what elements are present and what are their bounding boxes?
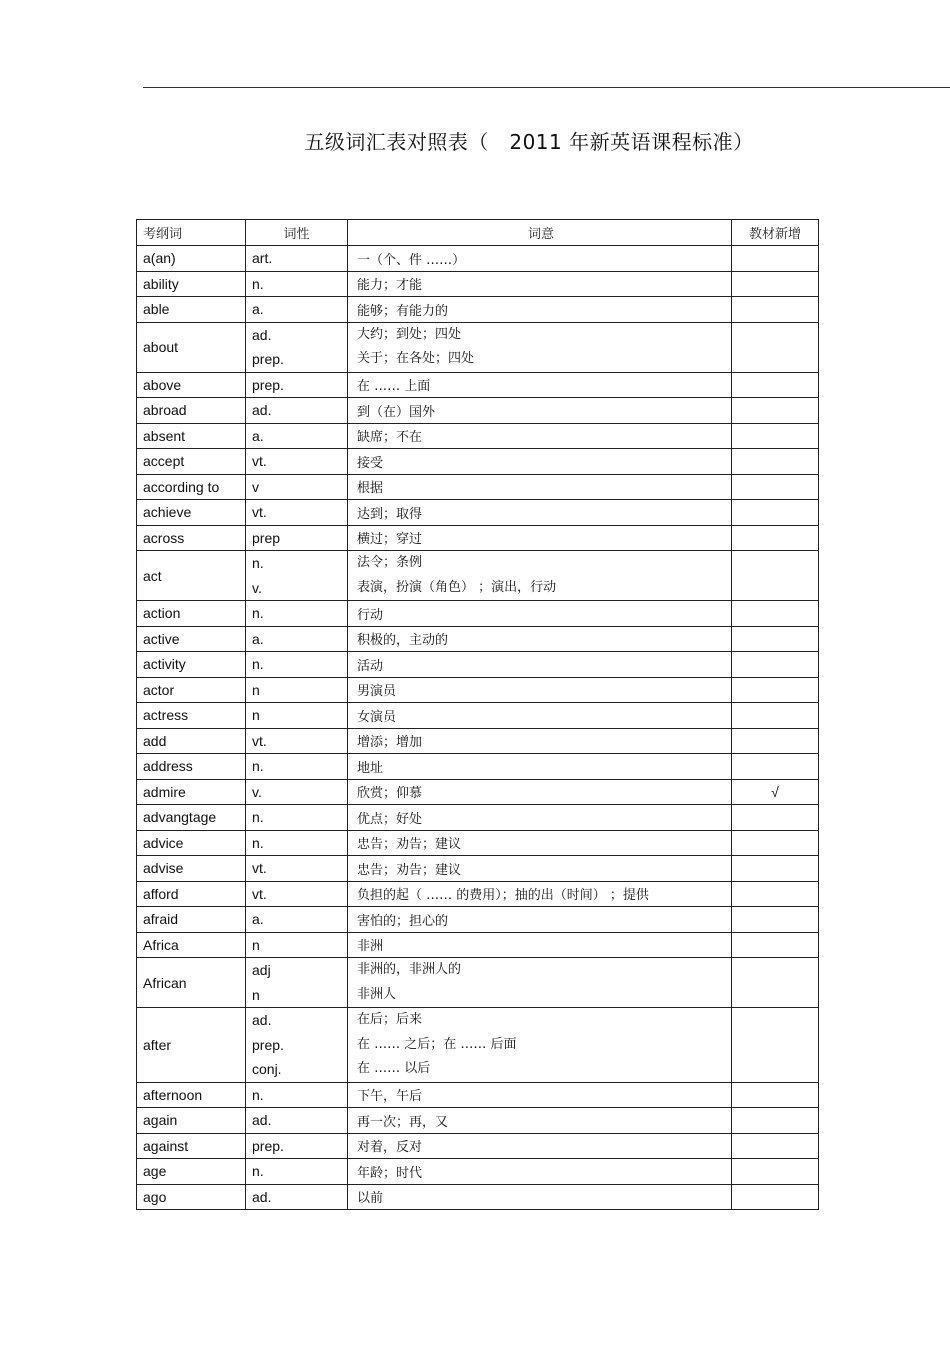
word-cell: abroad [137,398,246,424]
word-cell: after [137,1008,246,1083]
meaning-cell-line: 在 …… 之后；在 …… 后面 [357,1036,517,1052]
meaning-cell [348,322,732,372]
new-mark-cell [732,728,819,754]
pos-cell: n. [246,652,348,678]
pos-cell: vt. [246,856,348,882]
pos-cell-line: adj [252,962,271,978]
meaning-cell: 活动 [348,652,732,678]
header-pos: 词性 [246,220,348,246]
word-cell: above [137,372,246,398]
meaning-cell [348,958,732,1008]
table-row [137,398,819,424]
meaning-cell: 忠告；劝告；建议 [348,856,732,882]
new-mark-cell [732,1008,819,1083]
table-row [137,525,819,551]
meaning-cell: 能力；才能 [348,271,732,297]
meaning-cell: 男演员 [348,677,732,703]
pos-cell: ad. [246,398,348,424]
table-row [137,830,819,856]
word-cell: advise [137,856,246,882]
meaning-cell: 下午，午后 [348,1082,732,1108]
pos-cell: n [246,703,348,729]
pos-cell [246,322,348,372]
new-mark-cell [732,856,819,882]
word-cell: advice [137,830,246,856]
word-cell: afraid [137,907,246,933]
pos-cell: vt. [246,728,348,754]
new-mark-cell [732,551,819,601]
pos-cell: n. [246,1159,348,1185]
meaning-cell: 缺席；不在 [348,423,732,449]
meaning-cell-line: 法令；条例 [357,555,423,570]
new-mark-cell [732,932,819,958]
meaning-cell: 到（在）国外 [348,398,732,424]
meaning-cell: 能够；有能力的 [348,297,732,323]
table-row [137,728,819,754]
table-row [137,449,819,475]
new-mark-cell [732,423,819,449]
pos-cell: n. [246,1082,348,1108]
new-mark-cell [732,398,819,424]
new-mark-cell [732,652,819,678]
meaning-cell: 地址 [348,754,732,780]
new-mark-cell [732,372,819,398]
new-mark-cell [732,1082,819,1108]
table-row [137,779,819,805]
pos-cell-line: conj. [252,1061,282,1077]
table-row [137,423,819,449]
new-mark-cell [732,754,819,780]
meaning-cell: 忠告；劝告；建议 [348,830,732,856]
meaning-cell: 根据 [348,474,732,500]
top-rule [143,87,950,88]
new-mark-cell [732,297,819,323]
new-mark-cell [732,626,819,652]
table-row [137,271,819,297]
new-mark-cell [732,958,819,1008]
new-mark-cell [732,677,819,703]
meaning-cell: 接受 [348,449,732,475]
pos-cell: prep. [246,1133,348,1159]
table-row [137,626,819,652]
table-row [137,856,819,882]
table-row [137,500,819,526]
word-cell: ago [137,1184,246,1210]
pos-cell: vt. [246,881,348,907]
pos-cell-line: n [252,986,260,1003]
pos-cell: ad. [246,1184,348,1210]
pos-cell: a. [246,297,348,323]
table-row [137,474,819,500]
word-cell: across [137,525,246,551]
new-mark-cell [732,500,819,526]
table-row [137,652,819,678]
pos-cell: art. [246,246,348,272]
header-meaning: 词意 [348,220,732,246]
pos-cell: n. [246,805,348,831]
new-mark-cell [732,805,819,831]
table-header-row [137,220,819,246]
table-row [137,1108,819,1134]
meaning-cell-line: 在后；后来 [357,1012,423,1027]
word-cell: achieve [137,500,246,526]
table-row [137,805,819,831]
word-cell: able [137,297,246,323]
meaning-cell: 年龄；时代 [348,1159,732,1185]
new-mark-cell [732,703,819,729]
table-row [137,703,819,729]
new-mark-cell [732,525,819,551]
header-word: 考纲词 [137,220,246,246]
new-mark-cell [732,830,819,856]
new-mark-cell [732,881,819,907]
meaning-cell: 非洲 [348,932,732,958]
meaning-cell: 以前 [348,1184,732,1210]
word-cell: act [137,551,246,601]
new-mark-cell [732,907,819,933]
pos-cell: ad. [246,1108,348,1134]
pos-cell: prep. [246,372,348,398]
table-row [137,1159,819,1185]
meaning-cell: 在 …… 上面 [348,372,732,398]
meaning-cell: 达到；取得 [348,500,732,526]
meaning-cell-line: 非洲的，非洲人的 [357,962,462,977]
meaning-cell: 害怕的；担心的 [348,907,732,933]
new-mark-cell [732,601,819,627]
word-cell: active [137,626,246,652]
pos-cell: vt. [246,500,348,526]
word-cell: action [137,601,246,627]
meaning-cell-line: 非洲人 [357,986,397,1002]
word-cell: advangtage [137,805,246,831]
table-row [137,958,819,1008]
meaning-cell: 对着，反对 [348,1133,732,1159]
meaning-cell [348,551,732,601]
pos-cell: n [246,677,348,703]
pos-cell: vt. [246,449,348,475]
word-cell: a(an) [137,246,246,272]
word-cell: accept [137,449,246,475]
meaning-cell: 增添；增加 [348,728,732,754]
table-row [137,1082,819,1108]
new-mark-cell [732,449,819,475]
word-cell: afford [137,881,246,907]
pos-cell: n. [246,601,348,627]
word-cell: address [137,754,246,780]
word-cell: African [137,958,246,1008]
pos-cell [246,551,348,601]
table-row [137,372,819,398]
meaning-cell [348,1008,732,1083]
pos-cell: a. [246,423,348,449]
pos-cell-line: ad. [252,1012,272,1028]
new-mark-cell [732,1108,819,1134]
word-cell: age [137,1159,246,1185]
new-mark-cell [732,271,819,297]
pos-cell [246,1008,348,1083]
word-cell: actor [137,677,246,703]
table-row [137,246,819,272]
meaning-cell: 一（个、件 ……） [348,246,732,272]
pos-cell: n [246,932,348,958]
meaning-cell-line: 大约；到处；四处 [357,326,462,342]
new-mark-cell [732,322,819,372]
vocabulary-table [136,219,819,1210]
meaning-cell-line: 在 …… 以后 [357,1061,431,1076]
word-cell: absent [137,423,246,449]
pos-cell: n. [246,830,348,856]
new-mark-cell: √ [732,779,819,805]
pos-cell-line: ad. [252,326,272,343]
pos-cell: a. [246,907,348,933]
table-row [137,551,819,601]
table-row [137,754,819,780]
meaning-cell: 再一次；再，又 [348,1108,732,1134]
word-cell: afternoon [137,1082,246,1108]
new-mark-cell [732,1159,819,1185]
table-row [137,322,819,372]
word-cell: add [137,728,246,754]
word-cell: Africa [137,932,246,958]
word-cell: according to [137,474,246,500]
pos-cell-line: prep. [252,1036,284,1053]
word-cell: ability [137,271,246,297]
table-row [137,677,819,703]
word-cell: again [137,1108,246,1134]
new-mark-cell [732,1133,819,1159]
meaning-cell: 优点；好处 [348,805,732,831]
word-cell: actress [137,703,246,729]
table-row [137,881,819,907]
meaning-cell: 积极的，主动的 [348,626,732,652]
pos-cell-line: prep. [252,351,284,367]
table-row [137,1008,819,1083]
meaning-cell: 行动 [348,601,732,627]
page-title: 五级词汇表对照表（ 2011 年新英语课程标准） [304,130,754,154]
pos-cell: v [246,474,348,500]
header-new: 教材新增 [732,220,819,246]
word-cell: about [137,322,246,372]
meaning-cell-line: 表演，扮演（角色） ；演出，行动 [357,579,557,595]
pos-cell-line: n. [252,555,264,571]
new-mark-cell [732,474,819,500]
new-mark-cell [732,246,819,272]
meaning-cell: 女演员 [348,703,732,729]
meaning-cell: 欣赏；仰慕 [348,779,732,805]
table-row [137,1184,819,1210]
table-row [137,601,819,627]
meaning-cell: 负担的起（ …… 的费用）；抽的出（时间） ；提供 [348,881,732,907]
table-row [137,1133,819,1159]
word-cell: against [137,1133,246,1159]
meaning-cell: 横过；穿过 [348,525,732,551]
pos-cell [246,958,348,1008]
word-cell: admire [137,779,246,805]
table-row [137,297,819,323]
table-row [137,907,819,933]
pos-cell: n. [246,271,348,297]
pos-cell: v. [246,779,348,805]
pos-cell-line: v. [252,579,262,596]
table-row [137,932,819,958]
new-mark-cell [732,1184,819,1210]
meaning-cell-line: 关于；在各处；四处 [357,351,475,366]
pos-cell: a. [246,626,348,652]
pos-cell: n. [246,754,348,780]
pos-cell: prep [246,525,348,551]
word-cell: activity [137,652,246,678]
